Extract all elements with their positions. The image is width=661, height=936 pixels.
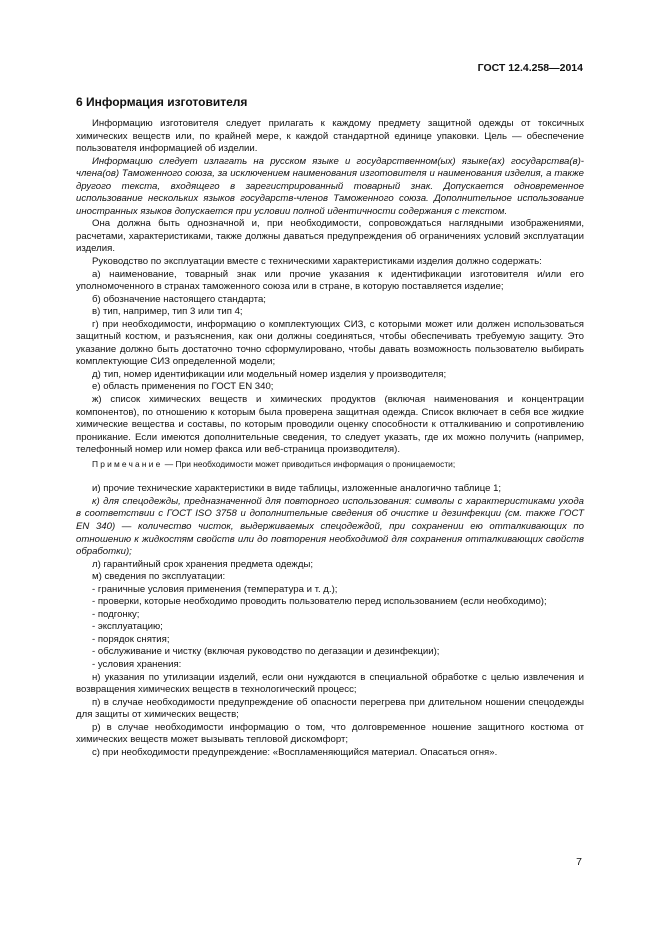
paragraph: - обслуживание и чистку (включая руководство по дегазации и дезинфекции);: [92, 646, 440, 658]
paragraph: - проверки, которые необходимо проводить пользователю перед использованием (если необходимо);: [92, 596, 547, 608]
note-text: — При необходимости может приводиться информация о проницаемости;: [162, 458, 456, 469]
paragraph: - условия хранения:: [92, 658, 182, 670]
paragraph: ж) список химических веществ и химических продуктов (включая наименования и концентрации компонентов), по отношению к которым была проверена защитная одежда. Список включает в себя все жидкие химические вещества и составы, по которым проводили оценку способности к отталкиванию и сопротивлению проникание. Если имеются дополнительные сведения, то следует указать, где их можно получить (например, телефонный номер или номер факса или веб-страница производителя).: [76, 394, 584, 456]
paragraph: - граничные условия применения (температура и т. д.);: [92, 583, 338, 595]
paragraph: п) в случае необходимости предупреждение об опасности перегрева при длительном ношении спецодежды для защиты от химических веществ;: [76, 696, 584, 721]
paragraph: е) область применения по ГОСТ EN 340;: [92, 381, 274, 393]
paragraph: а) наименование, товарный знак или прочие указания к идентификации изготовителя и/или его уполномоченного в странах таможенного союза или в стране, в которую поставляется изделие;: [76, 268, 584, 293]
paragraph: - порядок снятия;: [92, 633, 170, 645]
paragraph: и) прочие технические характеристики в виде таблицы, изложенные аналогично таблице 1;: [92, 483, 502, 495]
paragraph: л) гарантийный срок хранения предмета одежды;: [92, 558, 314, 570]
paragraph: р) в случае необходимости информацию о том, что долговременное ношение защитного костюма от химических веществ может вызывать тепловой дискомфорт;: [76, 721, 584, 746]
paragraph: д) тип, номер идентификации или модельный номер изделия у производителя;: [92, 368, 447, 380]
paragraph-group-1: [76, 118, 584, 457]
standard-code: ГОСТ 12.4.258—2014: [477, 62, 583, 74]
document-body: [76, 118, 584, 759]
section-title: 6 Информация изготовителя: [76, 95, 248, 109]
paragraph: - эксплуатацию;: [92, 621, 163, 633]
paragraph: м) сведения по эксплуатации:: [92, 571, 226, 583]
paragraph: б) обозначение настоящего стандарта;: [92, 293, 266, 305]
note-label: Примечание: [92, 458, 163, 469]
page-number: 7: [576, 856, 582, 868]
paragraph: - подгонку;: [92, 608, 140, 620]
note-paragraph: [76, 458, 584, 471]
paragraph: Руководство по эксплуатации вместе с техническими характеристиками изделия должно содержать:: [92, 256, 542, 268]
paragraph: в) тип, например, тип 3 или тип 4;: [92, 306, 243, 318]
paragraph: Информацию следует излагать на русском языке и государственном(ых) языке(ах) государства(в)-члена(ов) Таможенного союза, за исключением наименования изготовителя и наименования изделия, а также другого текста, входящего в зарегистрированный товарный знак. Допускается одновременное использование нескольких языков государств-членов Таможенного союза. Дополнительное использование иностранных языков допускается при условии полной идентичности содержания с текстом.: [76, 155, 584, 217]
paragraph-group-2: [76, 483, 584, 759]
spacer: [76, 470, 584, 483]
paragraph: г) при необходимости, информацию о комплектующих СИЗ, с которыми может или должен использоваться защитный костюм, и разъяснения, как они должны соединяться, чтобы обеспечивать требуемую защиту. Это указание должно быть достаточно точно сформулировано, чтобы давать возможность пользователю выбирать комплектующие СИЗ определенной модели;: [76, 318, 584, 368]
paragraph: н) указания по утилизации изделий, если они нуждаются в специальной обработке с целью извлечения и возвращения химических веществ в технологический процесс;: [76, 671, 584, 696]
paragraph: Она должна быть однозначной и, при необходимости, сопровождаться наглядными изображениями, расчетами, характеристиками, также должны даваться предупреждения об ограничениях условий эксплуатации изделия.: [76, 218, 584, 255]
paragraph: с) при необходимости предупреждение: «Воспламеняющийся материал. Опасаться огня».: [92, 746, 498, 758]
paragraph: к) для спецодежды, предназначенной для повторного использования: символы с характеристиками ухода в соответствии с ГОСТ ISO 3758 и дополнительные сведения об очистке и дезинфекции (см. также ГОСТ EN 340) — количество чисток, выдерживаемых спецодеждой, при сохранении ею отталкивающих по отношению к жидкостям свойств или до повторения необходимой для сохранения отталкивающих свойств обработки);: [76, 495, 584, 558]
paragraph: Информацию изготовителя следует прилагать к каждому предмету защитной одежды от токсичных химических веществ или, по крайней мере, к каждой стандартной единице упаковки. Цель — обеспечение пользователя информацией об изделии.: [76, 118, 584, 155]
